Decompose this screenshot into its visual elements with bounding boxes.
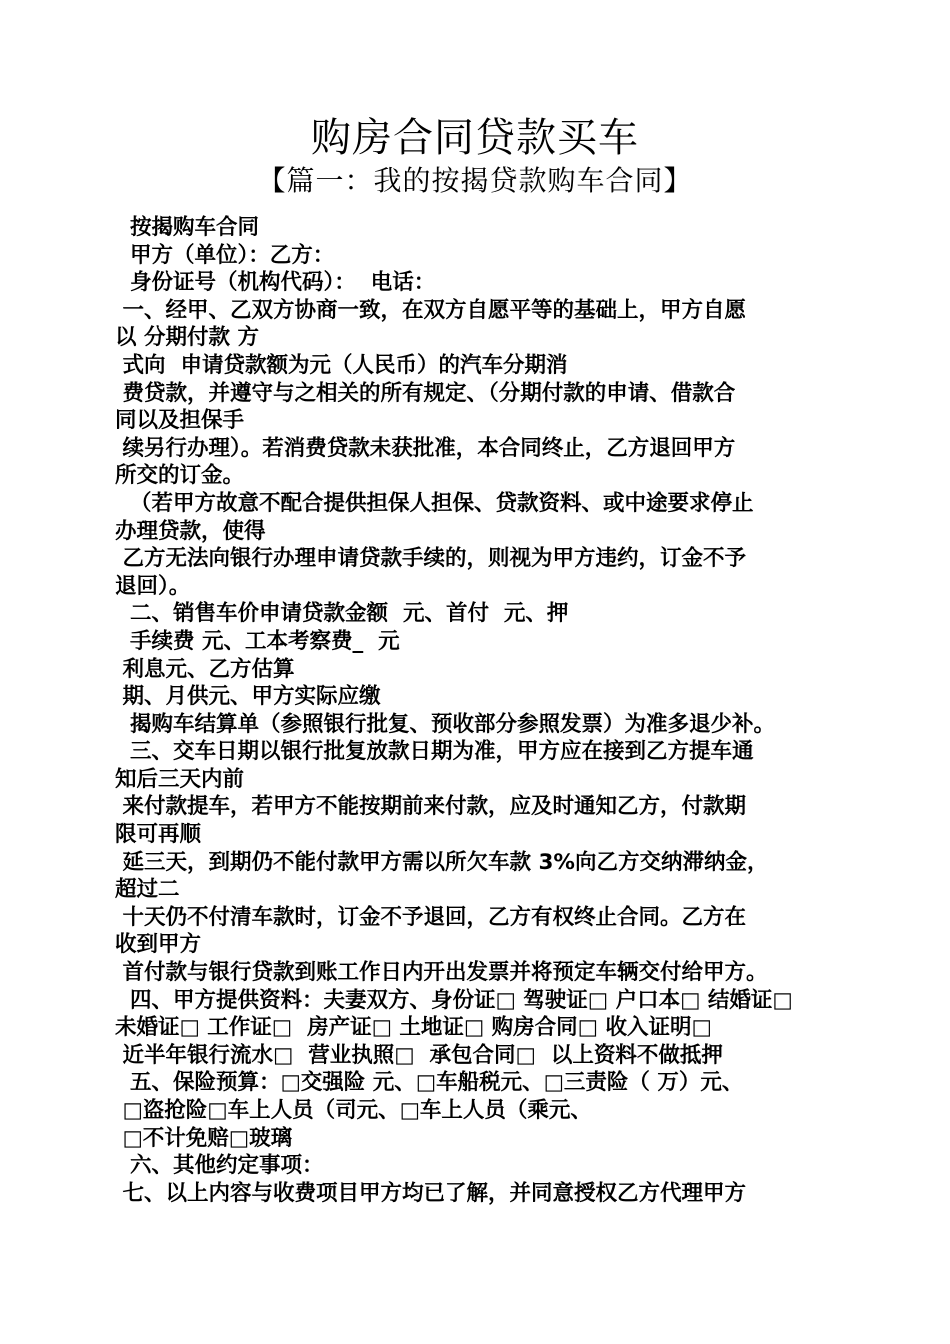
contract-line: 二、销售车价申请贷款金额 元、首付 元、押: [115, 601, 569, 627]
contract-line: 知后三天内前: [115, 766, 245, 792]
contract-line: 续另行办理）。若消费贷款未获批准，本合同终止，乙方退回甲方: [115, 435, 736, 461]
contract-line: 近半年银行流水□ 营业执照□ 承包合同□ 以上资料不做抵押: [115, 1042, 723, 1068]
contract-line: 五、保险预算：□交强险 元、□车船税元、□三责险（ 万）元、: [115, 1070, 744, 1096]
contract-line: □不计免赔□玻璃: [115, 1125, 293, 1151]
contract-line: 利息元、乙方估算: [115, 656, 295, 682]
contract-line: 以 分期付款 方: [115, 325, 259, 351]
contract-line: 费贷款，并遵守与之相关的所有规定、（分期付款的申请、借款合: [115, 380, 736, 406]
contract-line: 三、交车日期以银行批复放款日期为准，甲方应在接到乙方提车通: [115, 739, 754, 765]
contract-body: [115, 214, 835, 1207]
contract-line: 六、其他约定事项：: [115, 1153, 324, 1179]
contract-line: 揭购车结算单（参照银行批复、预收部分参照发票）为准多退少补。: [115, 711, 775, 737]
contract-line: 期、月供元、甲方实际应缴: [115, 684, 381, 710]
contract-line: 甲方（单位）：乙方：: [115, 242, 335, 268]
contract-line: 来付款提车，若甲方不能按期前来付款，应及时通知乙方，付款期: [115, 794, 746, 820]
document-title: 购房合同贷款买车: [311, 115, 639, 161]
contract-line: 超过二: [115, 877, 180, 903]
contract-line: □盗抢险□车上人员（司元、□车上人员（乘元、: [115, 1098, 592, 1123]
contract-line: 乙方无法向银行办理申请贷款手续的，则视为甲方违约，订金不予: [115, 546, 746, 572]
contract-line: 同以及担保手: [115, 408, 245, 434]
contract-line: 七、以上内容与收费项目甲方均已了解，并同意授权乙方代理甲方: [115, 1180, 746, 1206]
contract-line: 延三天，到期仍不能付款甲方需以所欠车款 3%向乙方交纳滞纳金，: [115, 849, 769, 875]
contract-line: 办理贷款，使得: [115, 518, 266, 544]
contract-line: （若甲方故意不配合提供担保人担保、贷款资料、或中途要求停止: [115, 490, 754, 516]
contract-line: 手续费 元、工本考察费_ 元: [115, 628, 400, 654]
contract-line: 限可再顺: [115, 822, 202, 848]
document-subtitle: 【篇一：我的按揭贷款购车合同】: [257, 164, 693, 197]
contract-line: 四、甲方提供资料：夫妻双方、身份证□ 驾驶证□ 户口本□ 结婚证□: [115, 987, 793, 1013]
contract-line: 按揭购车合同: [115, 215, 259, 240]
contract-line: 退回）。: [115, 573, 191, 599]
contract-line: 十天仍不付清车款时，订金不予退回，乙方有权终止合同。乙方在: [115, 904, 746, 930]
contract-line: 首付款与银行贷款到账工作日内开出发票并将预定车辆交付给甲方。: [115, 960, 768, 986]
contract-line: 身份证号（机构代码）： 电话：: [115, 270, 436, 296]
contract-line: 未婚证□ 工作证□ 房产证□ 土地证□ 购房合同□ 收入证明□: [115, 1015, 712, 1041]
contract-line: 所交的订金。: [115, 463, 245, 489]
contract-line: 一、经甲、乙双方协商一致，在双方自愿平等的基础上，甲方自愿: [115, 297, 746, 323]
contract-line: 式向 申请贷款额为元（人民币）的汽车分期消: [115, 352, 568, 378]
contract-line: 收到甲方: [115, 932, 202, 958]
